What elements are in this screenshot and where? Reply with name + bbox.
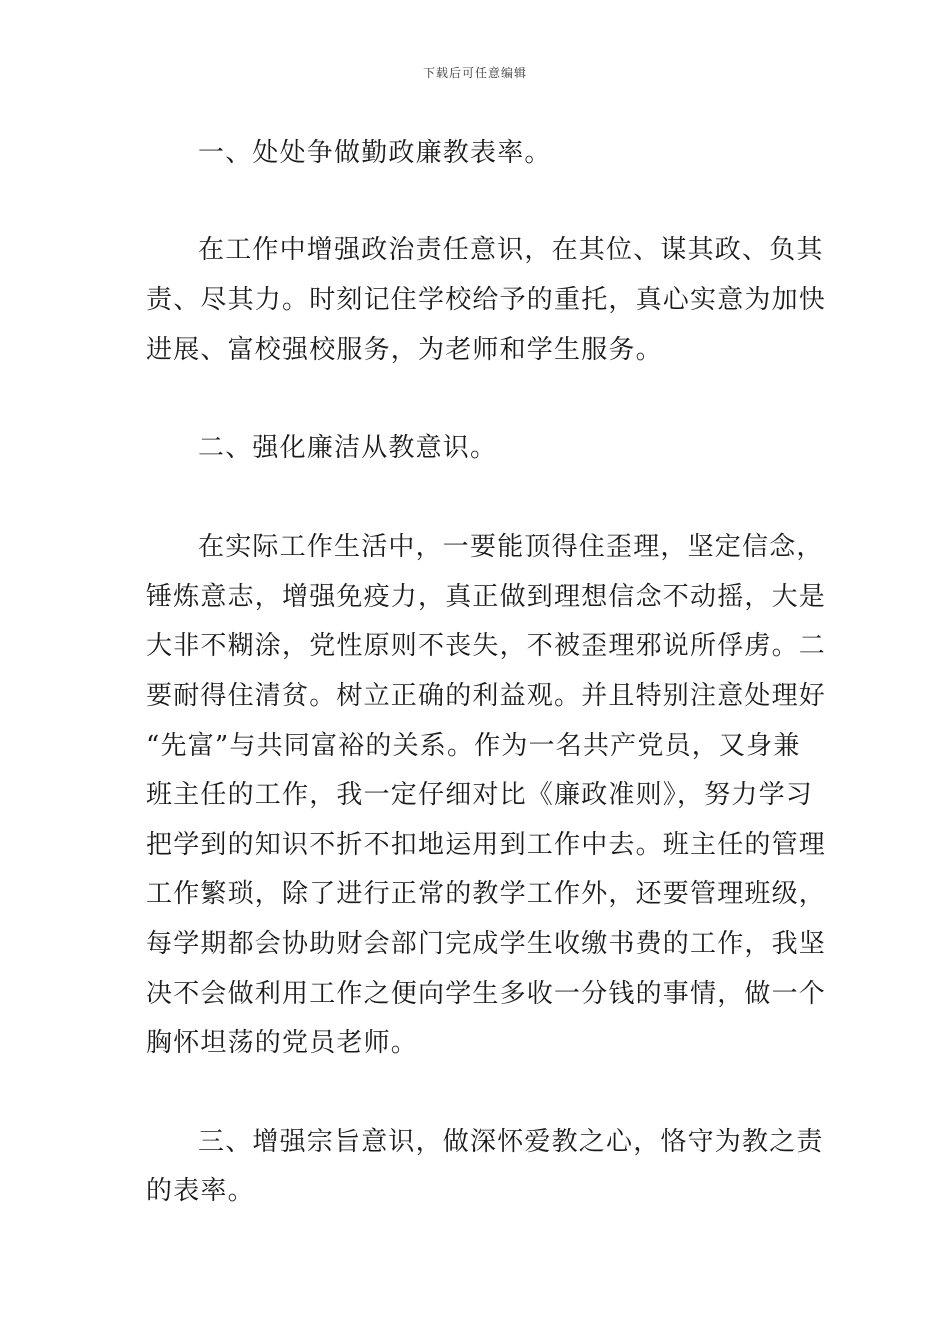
section-1-paragraph-line: 进展、富校强校服务，为老师和学生服务。	[146, 335, 663, 365]
section-2-paragraph-line: 锤炼意志，增强免疫力，真正做到理想信念不动摇，大是	[146, 582, 827, 612]
section-2-paragraph-line: 胸怀坦荡的党员老师。	[146, 1028, 419, 1058]
section-2-paragraph-line: 班主任的工作，我一定仔细对比《廉政准则》，努力学习	[146, 780, 814, 810]
section-2-heading: 二、强化廉洁从教意识。	[198, 433, 498, 463]
section-1-paragraph-line: 在工作中增强政治责任意识，在其位、谋其政、负其	[198, 235, 824, 265]
section-2-paragraph-line: 在实际工作生活中，一要能顶得住歪理，坚定信念，	[198, 532, 824, 562]
section-2-paragraph-line: “先富”与共同富裕的关系。作为一名共产党员，又身兼	[146, 731, 801, 761]
section-2-paragraph-line: 大非不糊涂，党性原则不丧失，不被歪理邪说所俘虏。二	[146, 631, 827, 661]
header-note: 下载后可任意编辑	[422, 66, 527, 80]
section-2-paragraph-line: 决不会做利用工作之便向学生多收一分钱的事情，做一个	[146, 979, 827, 1009]
section-3-heading-line: 的表率。	[146, 1176, 255, 1206]
section-2-paragraph-line: 每学期都会协助财会部门完成学生收缴书费的工作，我坚	[146, 929, 827, 959]
section-2-paragraph-line: 把学到的知识不折不扣地运用到工作中去。班主任的管理	[146, 830, 827, 860]
section-1-paragraph-line: 责、尽其力。时刻记住学校给予的重托，真心实意为加快	[146, 285, 827, 315]
section-1-heading: 一、处处争做勤政廉教表率。	[198, 138, 552, 168]
section-2-paragraph-line: 工作繁琐，除了进行正常的教学工作外，还要管理班级，	[146, 879, 827, 909]
section-2-paragraph-line: 要耐得住清贫。树立正确的利益观。并且特别注意处理好	[146, 681, 827, 711]
section-3-heading-line: 三、增强宗旨意识，做深怀爱教之心，恪守为教之责	[198, 1127, 824, 1157]
